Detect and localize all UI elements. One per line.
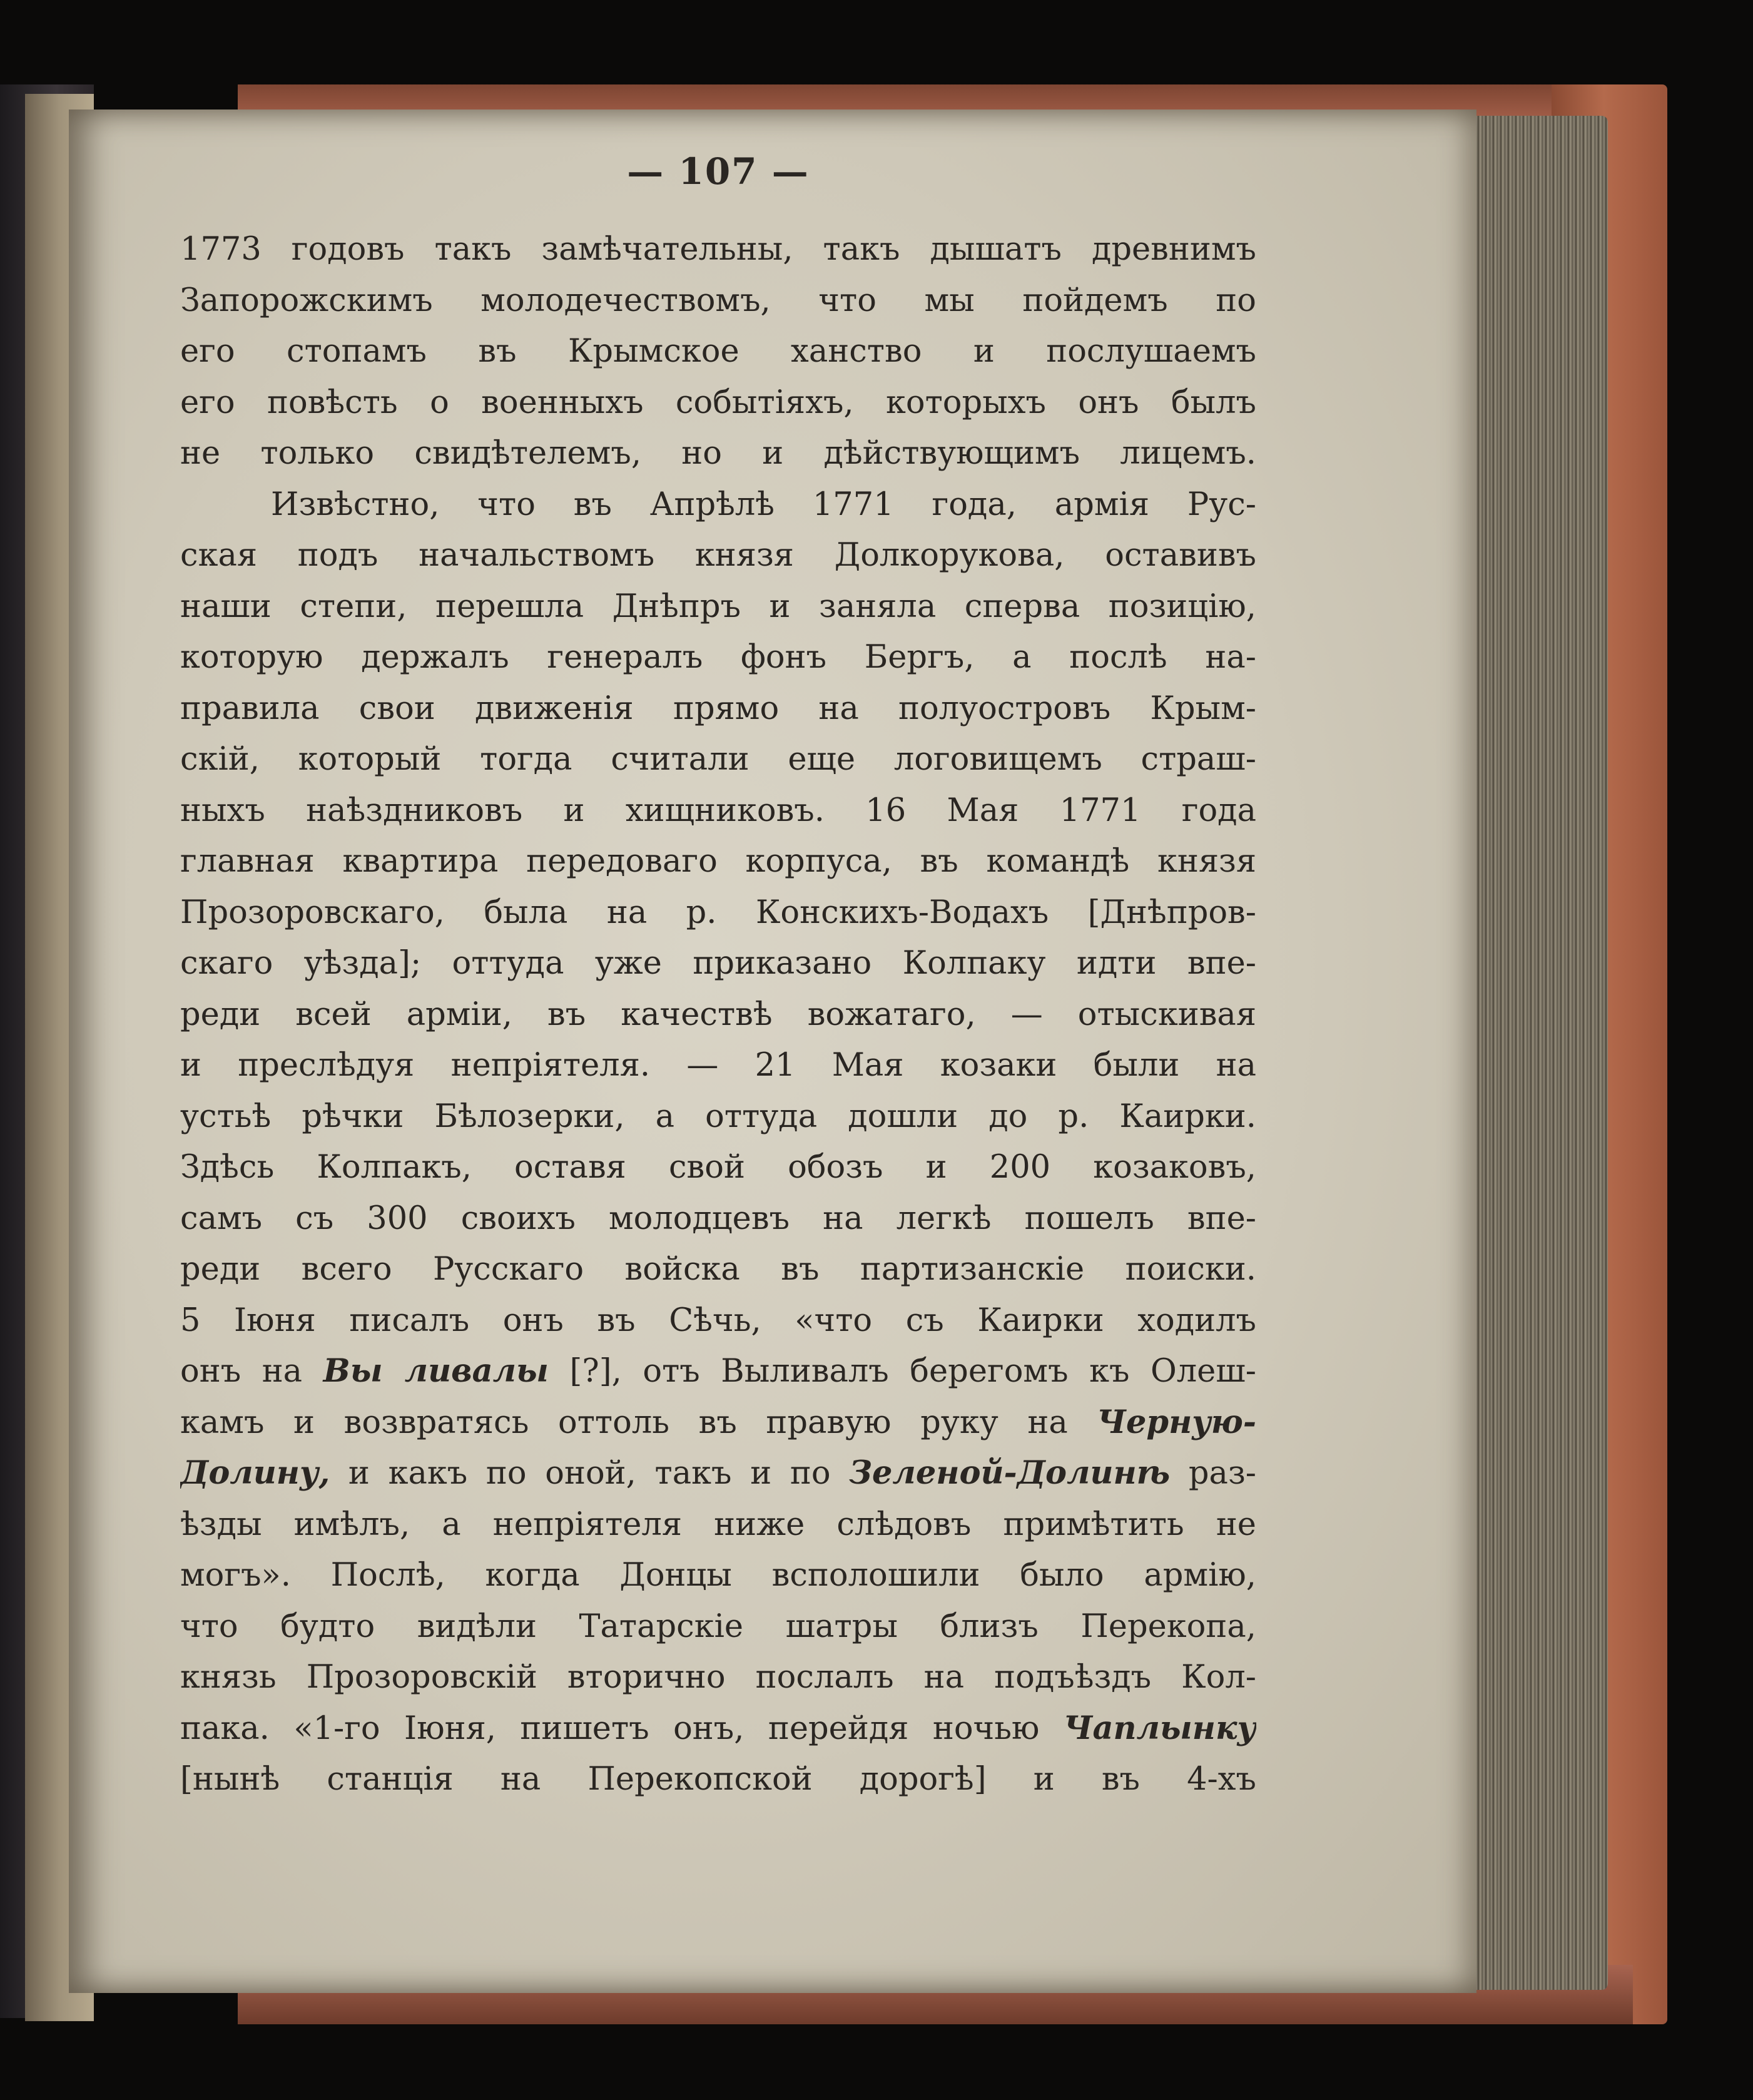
italic-segment: Чаплынку <box>1063 1709 1256 1747</box>
text-line <box>180 1448 1256 1499</box>
text-segment: 1773 годовъ такъ замѣчательны, такъ дышатъ древнимъ <box>180 231 1256 268</box>
text-line <box>180 224 1256 275</box>
text-line <box>180 275 1256 327</box>
text-segment: камъ и возвратясь оттоль въ правую руку на <box>180 1404 1097 1441</box>
text-line <box>180 1601 1256 1653</box>
text-line <box>180 1295 1256 1347</box>
text-line <box>180 1550 1256 1601</box>
text-segment: наши степи, перешла Днѣпръ и заняла сперва позицію, <box>180 588 1256 625</box>
text-segment: его стопамъ въ Крымское ханство и послушаемъ <box>180 333 1256 370</box>
italic-segment: Зеленой-Долинѣ <box>849 1454 1171 1492</box>
text-line <box>180 785 1256 837</box>
text-line <box>180 1091 1256 1143</box>
text-segment: ѣзды имѣлъ, а непріятеля ниже слѣдовъ примѣтить не <box>180 1506 1256 1543</box>
text-segment: что будто видѣли Татарскіе шатры близъ Перекопа, <box>180 1608 1256 1645</box>
text-line <box>180 1754 1256 1805</box>
text-segment: и какъ по оной, такъ и по <box>330 1455 850 1492</box>
text-segment: не только свидѣтелемъ, но и дѣйствующимъ лицемъ. <box>180 435 1256 472</box>
text-segment: раз- <box>1170 1455 1256 1492</box>
text-line <box>180 887 1256 939</box>
text-line <box>180 1142 1256 1193</box>
text-segment: [нынѣ станція на Перекопской дорогѣ] и въ 4-хъ <box>180 1761 1256 1798</box>
italic-segment: Вы ливалы <box>323 1352 549 1390</box>
text-segment: пака. «1-го Іюня, пишетъ онъ, перейдя ночью <box>180 1710 1064 1747</box>
text-line <box>180 836 1256 887</box>
text-segment: могъ». Послѣ, когда Донцы всполошили было армію, <box>180 1557 1256 1594</box>
text-line <box>180 1193 1256 1245</box>
text-line <box>180 1499 1256 1551</box>
text-block <box>180 150 1256 1805</box>
text-segment: ныхъ наѣздниковъ и хищниковъ. 16 Мая 1771 года <box>180 792 1256 829</box>
italic-segment: Черную- <box>1097 1403 1256 1441</box>
text-segment: князь Прозоровскій вторично послалъ на подъѣздъ Кол- <box>180 1659 1256 1696</box>
text-line <box>180 1346 1256 1397</box>
text-segment: Прозоровскаго, была на р. Конскихъ-Водахъ [Днѣпров- <box>180 894 1256 931</box>
text-segment: Здѣсь Колпакъ, оставя свой обозъ и 200 козаковъ, <box>180 1149 1256 1186</box>
text-line <box>180 1703 1256 1755</box>
page-number: — 107 — <box>627 150 810 193</box>
text-line <box>180 989 1256 1041</box>
text-line <box>180 377 1256 429</box>
text-segment: устьѣ рѣчки Бѣлозерки, а оттуда дошли до р. Каирки. <box>180 1098 1256 1135</box>
text-segment: реди всей арміи, въ качествѣ вожатаго, — отыскивая <box>180 996 1256 1033</box>
text-segment: ская подъ начальствомъ князя Долкорукова, оставивъ <box>180 537 1256 574</box>
text-segment: онъ на <box>180 1353 323 1390</box>
text-segment: скій, который тогда считали еще логовищемъ страш- <box>180 741 1256 778</box>
text-segment: Запорожскимъ молодечествомъ, что мы пойдемъ по <box>180 282 1256 319</box>
text-line <box>180 326 1256 377</box>
text-lines <box>180 224 1256 1805</box>
text-segment: Извѣстно, что въ Апрѣлѣ 1771 года, армія Рус- <box>271 486 1256 523</box>
page-edges <box>1467 116 1608 1990</box>
text-segment: [?], отъ Выливалъ берегомъ къ Олеш- <box>548 1353 1256 1390</box>
text-line <box>180 428 1256 479</box>
text-segment: главная квартира передоваго корпуса, въ командѣ князя <box>180 843 1256 880</box>
text-segment: реди всего Русскаго войска въ партизанскіе поиски. <box>180 1251 1256 1288</box>
italic-segment: Долину, <box>180 1454 330 1492</box>
text-line <box>180 1244 1256 1295</box>
text-segment: которую держалъ генералъ фонъ Бергъ, а послѣ на- <box>180 639 1256 676</box>
text-line <box>180 683 1256 735</box>
text-segment: и преслѣдуя непріятеля. — 21 Мая козаки были на <box>180 1047 1256 1084</box>
text-line <box>180 1652 1256 1703</box>
text-line <box>180 1040 1256 1091</box>
text-line <box>180 1397 1256 1449</box>
text-segment: 5 Іюня писалъ онъ въ Сѣчь, «что съ Каирки ходилъ <box>180 1302 1256 1339</box>
text-line <box>180 632 1256 683</box>
text-line <box>180 734 1256 785</box>
text-segment: его повѣсть о военныхъ событіяхъ, которыхъ онъ былъ <box>180 384 1256 421</box>
text-line <box>180 479 1256 531</box>
text-line <box>180 530 1256 581</box>
text-line <box>180 938 1256 989</box>
text-segment: самъ съ 300 своихъ молодцевъ на легкѣ пошелъ впе- <box>180 1200 1256 1237</box>
text-line <box>180 581 1256 633</box>
text-segment: правила свои движенія прямо на полуостровъ Крым- <box>180 690 1256 727</box>
text-segment: скаго уѣзда]; оттуда уже приказано Колпаку идти впе- <box>180 945 1256 982</box>
